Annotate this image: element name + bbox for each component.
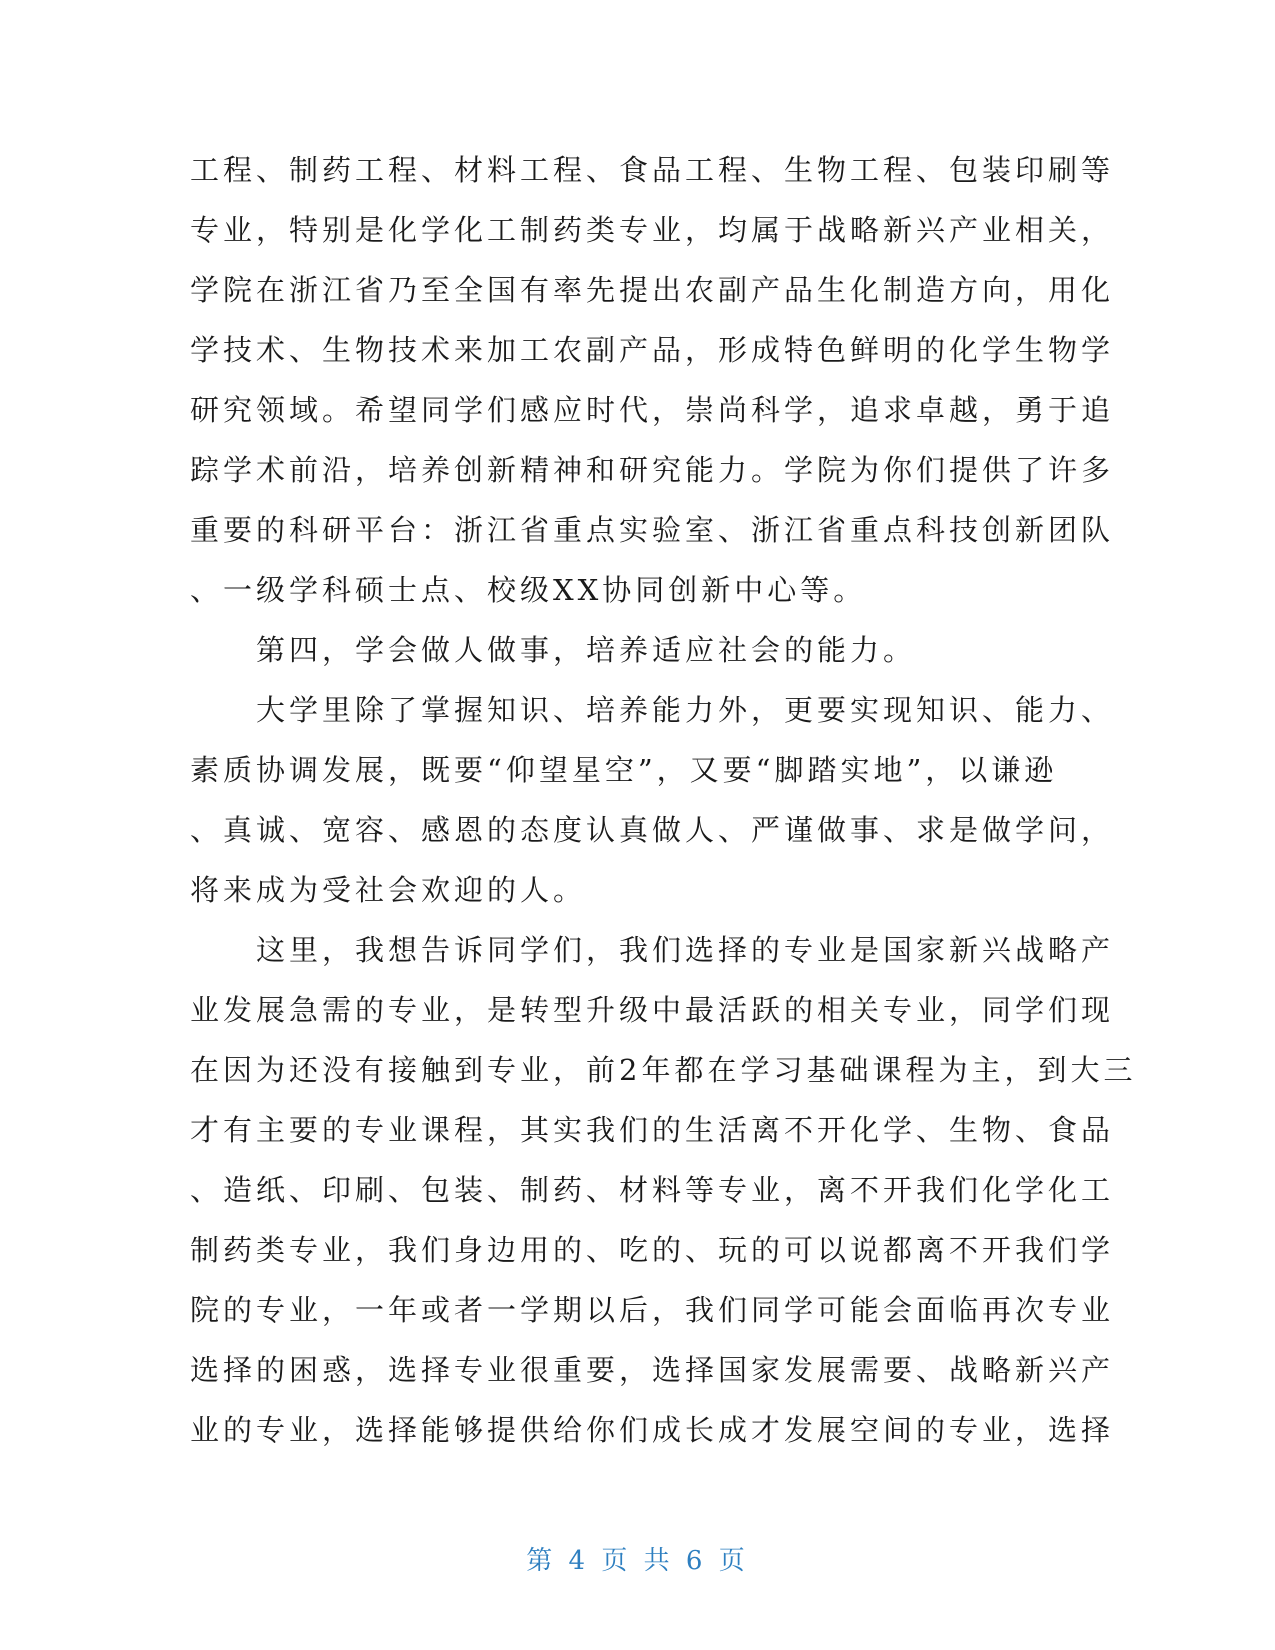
text-line: 第四，学会做人做事，培养适应社会的能力。 <box>190 633 917 667</box>
text-line: 专业，特别是化学化工制药类专业，均属于战略新兴产业相关， <box>190 213 1115 247</box>
text-line: 选择的困惑，选择专业很重要，选择国家发展需要、战略新兴产 <box>190 1353 1115 1387</box>
page-number-footer: 第 4 页 共 6 页 <box>526 1546 749 1576</box>
text-line: 院的专业，一年或者一学期以后，我们同学可能会面临再次专业 <box>190 1293 1115 1327</box>
text-line: 研究领域。希望同学们感应时代，崇尚科学，追求卓越，勇于追 <box>190 393 1115 427</box>
text-line: 业发展急需的专业，是转型升级中最活跃的相关专业，同学们现 <box>190 993 1115 1027</box>
text-line: 学院在浙江省乃至全国有率先提出农副产品生化制造方向，用化 <box>190 273 1115 307</box>
text-line: 工程、制药工程、材料工程、食品工程、生物工程、包装印刷等 <box>190 153 1115 187</box>
body-text <box>190 140 1137 1460</box>
text-line: 、真诚、宽容、感恩的态度认真做人、严谨做事、求是做学问， <box>190 813 1115 847</box>
text-line: 学技术、生物技术来加工农副产品，形成特色鲜明的化学生物学 <box>190 333 1115 367</box>
text-line: 在因为还没有接触到专业，前2年都在学习基础课程为主，到大三 <box>190 1053 1137 1087</box>
text-line: 踪学术前沿，培养创新精神和研究能力。学院为你们提供了许多 <box>190 453 1115 487</box>
text-line: 大学里除了掌握知识、培养能力外，更要实现知识、能力、 <box>190 693 1115 727</box>
text-line: 、造纸、印刷、包装、制药、材料等专业，离不开我们化学化工 <box>190 1173 1115 1207</box>
text-line: 素质协调发展，既要“仰望星空”，又要“脚踏实地”，以谦逊 <box>190 753 1058 787</box>
text-line: 制药类专业，我们身边用的、吃的、玩的可以说都离不开我们学 <box>190 1233 1115 1267</box>
text-line: 将来成为受社会欢迎的人。 <box>190 873 587 907</box>
text-line: 、一级学科硕士点、校级XX协同创新中心等。 <box>190 573 867 607</box>
text-line: 这里，我想告诉同学们，我们选择的专业是国家新兴战略产 <box>190 933 1115 967</box>
text-line: 才有主要的专业课程，其实我们的生活离不开化学、生物、食品 <box>190 1113 1115 1147</box>
text-line: 业的专业，选择能够提供给你们成长成才发展空间的专业，选择 <box>190 1413 1115 1447</box>
text-line: 重要的科研平台：浙江省重点实验室、浙江省重点科技创新团队 <box>190 513 1115 547</box>
